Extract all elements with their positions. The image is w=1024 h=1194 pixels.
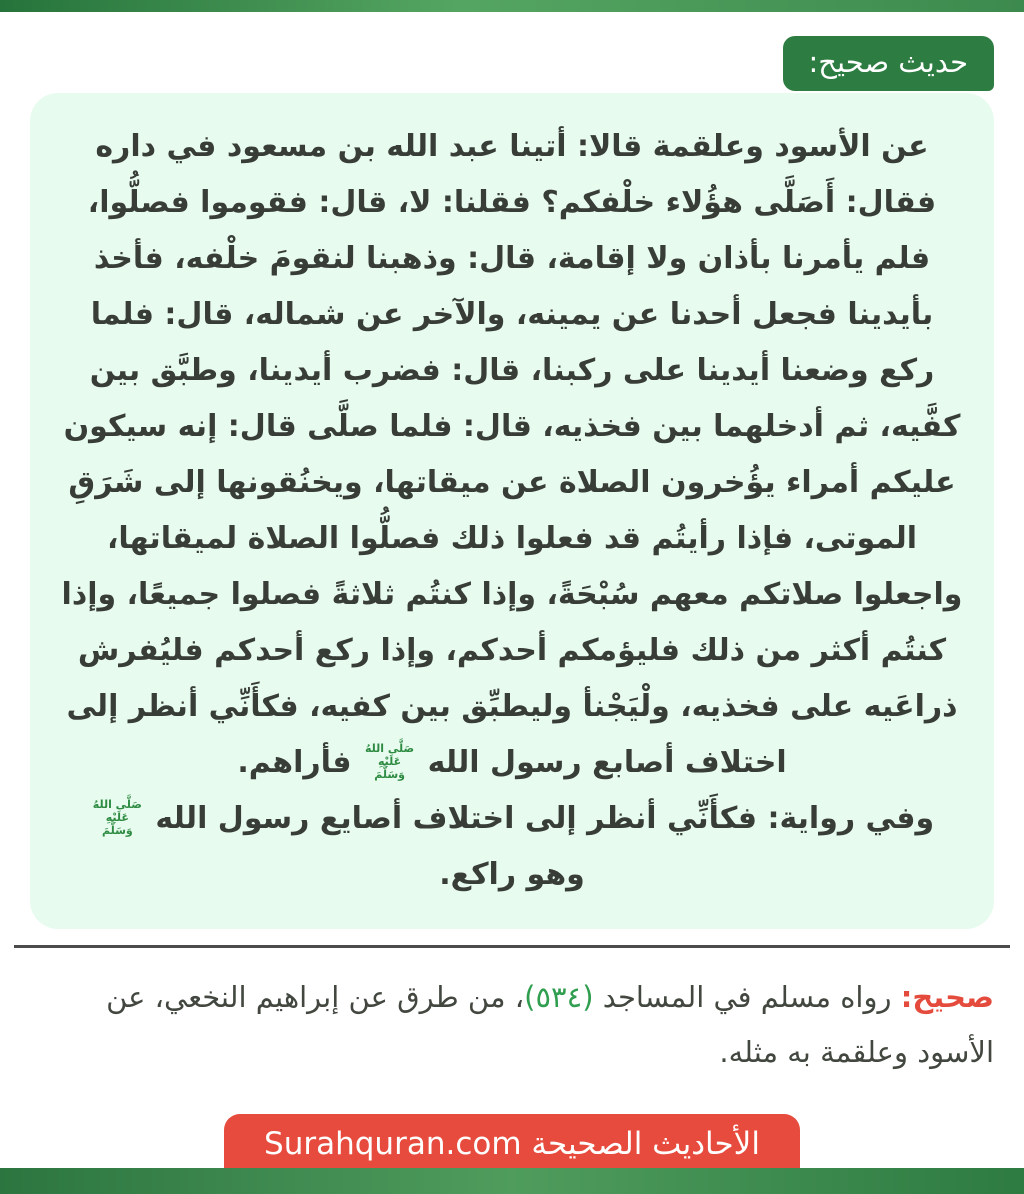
- sas-line: صَلَّى اللهُ: [365, 742, 415, 755]
- sallallahu-alayhi-wasallam-icon: [365, 742, 414, 781]
- badge-row: [0, 12, 1024, 91]
- top-green-bar: [0, 0, 1024, 12]
- hadith-grade-badge: حديث صحيح:: [783, 36, 995, 91]
- hadith-box: [30, 93, 994, 929]
- sas-line: عَلَيْهِ: [378, 755, 402, 768]
- hadith-number: (٥٣٤): [524, 980, 594, 1014]
- hadith-main-tail: فأراهم.: [237, 745, 363, 780]
- hadith-variant-tail: وهو راكع.: [439, 857, 585, 892]
- grade-label: صحيح:: [900, 980, 994, 1014]
- hadith-variant-paragraph: [60, 791, 964, 903]
- sallallahu-alayhi-wasallam-icon: [93, 798, 142, 837]
- sas-line: صَلَّى اللهُ: [92, 798, 142, 811]
- hadith-main-text: عن الأسود وعلقمة قالا: أتينا عبد الله بن مسعود في داره فقال: أَصَلَّى هؤُلاء خلْفكم؟ فقلنا: لا، قال: فقوموا فصلُّوا، فلم يأمرنا بأذان ولا إقامة، قال: وذهبنا لنقومَ خلْفه، فأخذ بأيدينا فجعل أحدنا عن يمينه، والآخر عن شماله، قال: فلما ركع وضعنا أيدينا على ركبنا، قال: فضرب أيدينا، وطبَّق بين كفَّيه، ثم أدخلهما بين فخذيه، قال: فلما صلَّى قال: إنه سيكون عليكم أمراء يؤُخرون الصلاة عن ميقاتها، ويخنُقونها إلى شَرَقِ الموتى، فإذا رأيتُم قد فعلوا ذلك فصلُّوا الصلاة لميقاتها، واجعلوا صلاتكم معهم سُبْحَةً، وإذا كنتُم ثلاثةً فصلوا جميعًا، وإذا كنتُم أكثر من ذلك فليؤمكم أحدكم، وإذا ركع أحدكم فليُفرش ذراعَيه على فخذيه، ولْيَجْنأ وليطبِّق بين كفيه، فكأَنِّي أنظر إلى اختلاف أصابع رسول الله: [61, 129, 963, 780]
- bottom-green-bar: [0, 1168, 1024, 1194]
- attribution-line: [30, 970, 994, 1080]
- sas-line: وَسَلَّمَ: [374, 768, 405, 781]
- site-link-button[interactable]: الأحاديث الصحيحة Surahquran.com: [224, 1114, 800, 1194]
- sas-line: عَلَيْهِ: [105, 811, 129, 824]
- hadith-variant-text: وفي رواية: فكأَنِّي أنظر إلى اختلاف أصايع رسول الله: [144, 801, 935, 836]
- chain-text: ، من طرق عن إبراهيم النخعي، عن الأسود وعلقمة به مثله.: [106, 980, 994, 1069]
- source-text: رواه مسلم في المساجد: [593, 980, 901, 1014]
- horizontal-divider: [14, 945, 1010, 948]
- hadith-main-paragraph: [60, 119, 964, 791]
- sas-line: وَسَلَّمَ: [101, 824, 133, 837]
